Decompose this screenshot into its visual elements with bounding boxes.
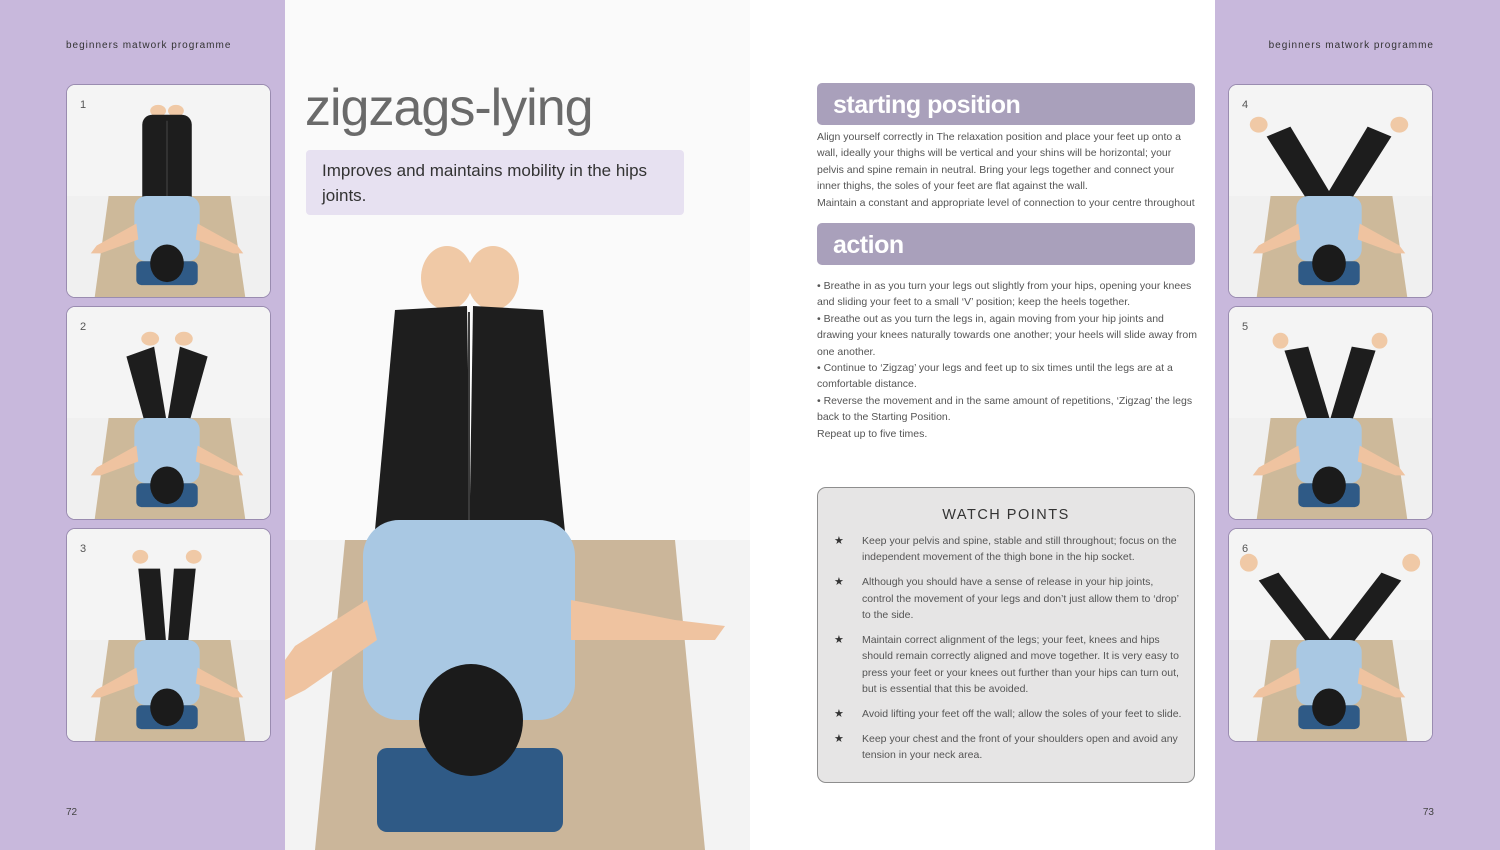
person-legs-narrow-v-illustration (1229, 307, 1432, 519)
action-header (817, 223, 1195, 265)
watch-points-title: WATCH POINTS (942, 507, 1070, 523)
step-number: 6 (1242, 543, 1249, 555)
watch-point-text: Avoid lifting your feet off the wall; allow the soles of your feet to slide. (862, 708, 1182, 721)
watch-point (834, 533, 1182, 566)
starting-position-body (817, 129, 1197, 211)
watch-point-text: Although you should have a sense of release in your hip joints, control the movement of your legs and don’t just allow them to ‘drop’ to the side. (862, 576, 1179, 622)
step-photo-5 (1228, 306, 1433, 520)
watch-point-text: Keep your chest and the front of your shoulders open and avoid any tension in your neck area. (862, 733, 1178, 762)
person-legs-together-illustration (67, 85, 270, 297)
step-photo-4 (1228, 84, 1433, 298)
star-icon: ★ (834, 535, 844, 547)
starting-position-heading: starting position (833, 91, 1021, 119)
watch-point (834, 731, 1182, 764)
step-number: 4 (1242, 99, 1249, 111)
step-photo-6 (1228, 528, 1433, 742)
star-icon: ★ (834, 576, 844, 589)
starting-position-paragraph: Maintain a constant and appropriate level of connection to your centre throughout (817, 196, 1195, 209)
star-icon: ★ (834, 634, 844, 647)
action-item: • Continue to ‘Zigzag’ your legs and feet up to six times until the legs are at a comfortable distance. (817, 362, 1173, 391)
watch-point-text: Maintain correct alignment of the legs; your feet, knees and hips should remain correctly aligned and move together. It is very easy to press your feet or your knees out further than your hips can turn out, but is essential that this be avoided. (862, 634, 1179, 696)
watch-point (834, 574, 1182, 623)
right-sidebar (1215, 0, 1500, 850)
starting-position-header (817, 83, 1195, 125)
running-head-left: beginners matwork programme (66, 40, 232, 51)
running-head-right: beginners matwork programme (1268, 40, 1434, 51)
step-photo-1 (66, 84, 271, 298)
exercise-title: zigzags-lying (305, 79, 593, 137)
action-item: • Reverse the movement and in the same amount of repetitions, ‘Zigzag’ the legs back to the Starting Position. (817, 394, 1193, 424)
starting-position-paragraph: Align yourself correctly in The relaxation position and place your feet up onto a wall, ideally your thighs will be vertical and your shins will be horizontal; your pelvis and spine remain in neutral. Bring your legs together and connect your inner thighs, the soles of your feet are flat against the wall. (817, 131, 1182, 193)
step-photo-3 (66, 528, 271, 742)
person-legs-diamond-illustration (67, 307, 270, 519)
star-icon: ★ (834, 708, 844, 721)
action-body (817, 278, 1197, 442)
action-heading: action (833, 231, 904, 259)
page-number-left: 72 (66, 807, 78, 818)
person-legs-wide-v-illustration (1229, 85, 1432, 297)
step-number: 2 (80, 321, 87, 333)
page-number-right: 73 (1422, 807, 1434, 818)
exercise-benefit-box (306, 150, 684, 215)
watch-point (834, 632, 1182, 698)
step-number: 1 (80, 99, 87, 111)
person-legs-zigzag-illustration (67, 529, 270, 741)
watch-points-box (817, 487, 1195, 783)
watch-points-list (834, 533, 1182, 772)
person-legs-widest-v-illustration (1229, 529, 1432, 741)
action-item: • Breathe in as you turn your legs out slightly from your hips, opening your knees and sliding your feet to a small ‘V’ position; keep the heels together. (817, 280, 1192, 309)
step-number: 5 (1242, 321, 1249, 333)
action-item: • Breathe out as you turn the legs in, again moving from your hip joints and drawing your knees naturally towards one another; your heels will slide away from one another. (817, 312, 1197, 358)
star-icon: ★ (834, 733, 844, 746)
step-number: 3 (80, 543, 87, 555)
left-sidebar (0, 0, 285, 850)
watch-point (834, 706, 1182, 722)
exercise-benefit-text: Improves and maintains mobility in the hips joints. (322, 161, 648, 205)
step-photo-2 (66, 306, 271, 520)
action-item: Repeat up to five times. (817, 427, 928, 440)
watch-point-text: Keep your pelvis and spine, stable and still throughout; focus on the independent movement of the thigh bone in the hip socket. (862, 535, 1177, 564)
